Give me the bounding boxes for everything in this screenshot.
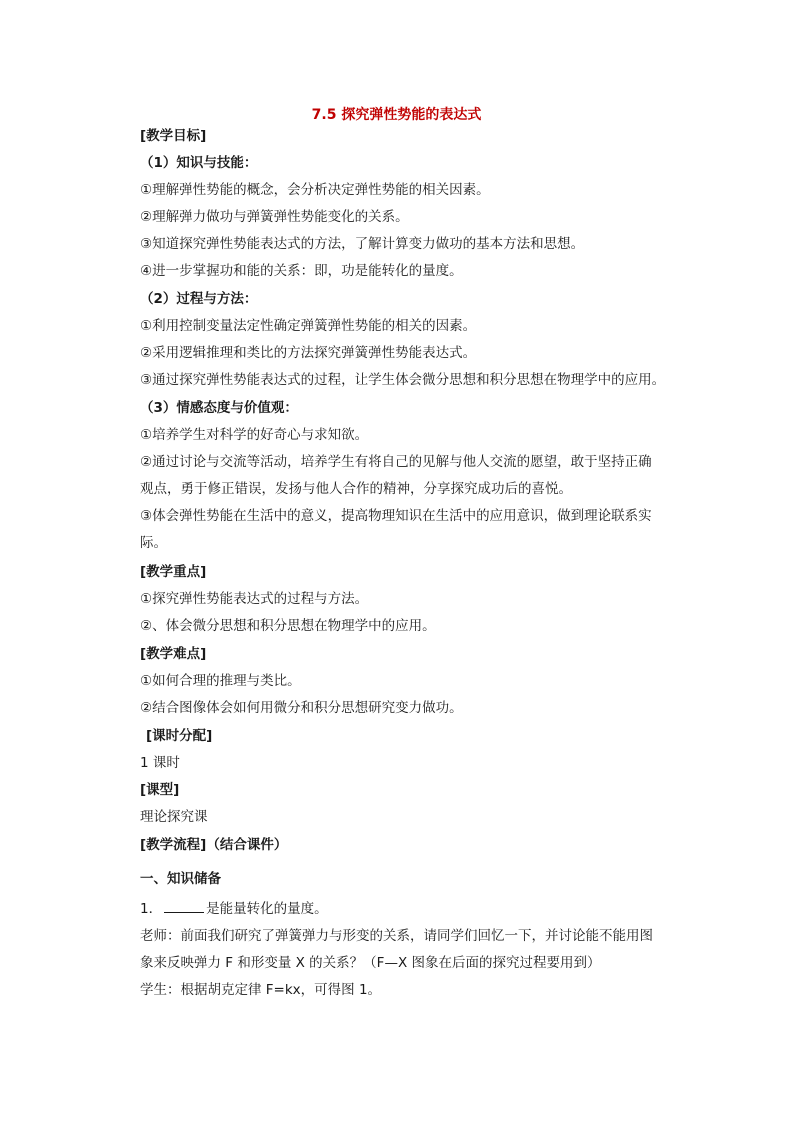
question-number: 1． <box>140 901 163 917</box>
knowledge-item: ③知道探究弹性势能表达式的方法，了解计算变力做功的基本方法和思想。 <box>140 236 585 252</box>
attitude-item-continued: 观点，勇于修正错误，发扬与他人合作的精神，分享探究成功后的喜悦。 <box>140 481 572 497</box>
process-item: ①利用控制变量法定性确定弹簧弹性势能的相关的因素。 <box>140 318 477 334</box>
process-item: ③通过探究弹性势能表达式的过程，让学生体会微分思想和积分思想在物理学中的应用。 <box>140 372 666 388</box>
question-text: 是能量转化的量度。 <box>206 901 328 917</box>
difficulty-item: ①如何合理的推理与类比。 <box>140 673 301 689</box>
attitude-item: ③体会弹性势能在生活中的意义，提高物理知识在生活中的应用意识，做到理论联系实 <box>140 508 652 524</box>
knowledge-heading: （1）知识与技能： <box>140 155 258 171</box>
hours-value: 1 课时 <box>140 755 180 771</box>
flow-heading: [教学流程]（结合课件） <box>140 837 288 853</box>
attitude-heading: （3）情感态度与价值观： <box>140 400 298 416</box>
student-line: 学生：根据胡克定律 F=kx，可得图 1。 <box>140 982 382 998</box>
key-points-heading: [教学重点] <box>140 564 207 580</box>
knowledge-item: ④进一步掌握功和能的关系：即，功是能转化的量度。 <box>140 263 463 279</box>
process-item: ②采用逻辑推理和类比的方法探究弹簧弹性势能表达式。 <box>140 345 477 361</box>
attitude-item-continued: 际。 <box>140 535 167 551</box>
document-title: 7.5 探究弹性势能的表达式 <box>311 107 482 123</box>
key-point-item: ②、体会微分思想和积分思想在物理学中的应用。 <box>140 618 436 634</box>
knowledge-item: ①理解弹性势能的概念，会分析决定弹性势能的相关因素。 <box>140 182 490 198</box>
knowledge-item: ②理解弹力做功与弹簧弹性势能变化的关系。 <box>140 209 409 225</box>
teacher-line-continued: 象来反映弹力 F 和形变量 X 的关系？（F—X 图象在后面的探究过程要用到） <box>140 955 601 971</box>
key-point-item: ①探究弹性势能表达式的过程与方法。 <box>140 591 369 607</box>
lesson-type-heading: [课型] <box>140 782 180 798</box>
difficulties-heading: [教学难点] <box>140 646 207 662</box>
teacher-line: 老师：前面我们研究了弹簧弹力与形变的关系，请同学们回忆一下，并讨论能不能用图 <box>140 928 653 944</box>
difficulty-item: ②结合图像体会如何用微分和积分思想研究变力做功。 <box>140 700 463 716</box>
hours-heading: [课时分配] <box>146 728 213 744</box>
lesson-type-value: 理论探究课 <box>140 809 208 825</box>
fill-in-blank <box>164 900 204 913</box>
question-1 <box>140 900 328 918</box>
section-heading: 一、知识储备 <box>140 871 221 887</box>
attitude-item: ①培养学生对科学的好奇心与求知欲。 <box>140 427 369 443</box>
process-heading: （2）过程与方法： <box>140 291 258 307</box>
objectives-heading: [教学目标] <box>140 128 207 144</box>
attitude-item: ②通过讨论与交流等活动，培养学生有将自己的见解与他人交流的愿望，敢于坚持正确 <box>140 454 652 470</box>
